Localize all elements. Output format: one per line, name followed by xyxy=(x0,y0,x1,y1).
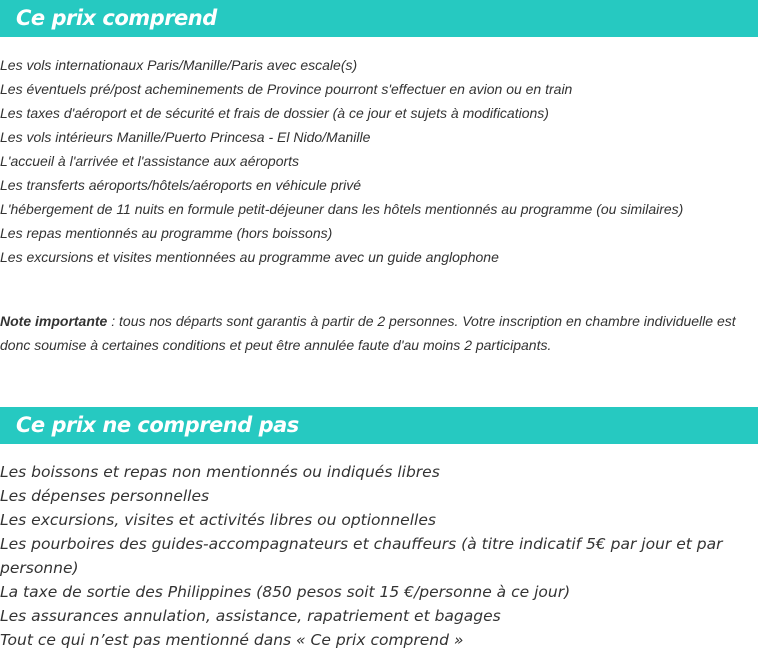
list-item: Les transferts aéroports/hôtels/aéroports en véhicule privé xyxy=(0,177,362,193)
note-text: : tous nos départs sont garantis à partir de 2 personnes. Votre inscription en chambre individuelle est donc soumise à certaines conditions et peut être annulée faute d'au moins 2 participants. xyxy=(0,313,736,353)
list-item: Les assurances annulation, assistance, rapatriement et bagages xyxy=(0,607,501,625)
note-label: Note importante xyxy=(0,313,108,329)
list-item: L'accueil à l'arrivée et l'assistance aux aéroports xyxy=(0,153,300,169)
list-item: Les pourboires des guides-accompagnateurs et chauffeurs (à titre indicatif 5€ par jour et par personne) xyxy=(0,535,723,577)
list-item: Les boissons et repas non mentionnés ou indiqués libres xyxy=(0,463,440,481)
list-item: Les repas mentionnés au programme (hors boissons) xyxy=(0,225,333,241)
list-item: Les dépenses personnelles xyxy=(0,487,210,505)
list-item: L'hébergement de 11 nuits en formule petit-déjeuner dans les hôtels mentionnés au programme (ou similaires) xyxy=(0,201,684,217)
excludes-list xyxy=(0,460,756,652)
list-item: Les taxes d'aéroport et de sécurité et frais de dossier (à ce jour et sujets à modifications) xyxy=(0,105,549,121)
list-item: Les excursions, visites et activités libres ou optionnelles xyxy=(0,511,436,529)
section-header-includes xyxy=(0,0,758,37)
list-item: Les éventuels pré/post acheminements de Province pourront s'effectuer en avion ou en train xyxy=(0,81,573,97)
list-item: La taxe de sortie des Philippines (850 pesos soit 15 €/personne à ce jour) xyxy=(0,583,571,601)
list-item: Les vols intérieurs Manille/Puerto Princesa - El Nido/Manille xyxy=(0,129,371,145)
list-item: Les vols internationaux Paris/Manille/Paris avec escale(s) xyxy=(0,57,358,73)
list-item: Les excursions et visites mentionnées au programme avec un guide anglophone xyxy=(0,249,499,265)
section-header-excludes xyxy=(0,407,758,444)
list-item: Tout ce qui n’est pas mentionné dans « Ce prix comprend » xyxy=(0,631,464,649)
includes-list xyxy=(0,53,758,269)
section-title-includes: Ce prix comprend xyxy=(16,6,217,30)
section-title-excludes: Ce prix ne comprend pas xyxy=(16,413,299,437)
important-note xyxy=(0,309,752,357)
